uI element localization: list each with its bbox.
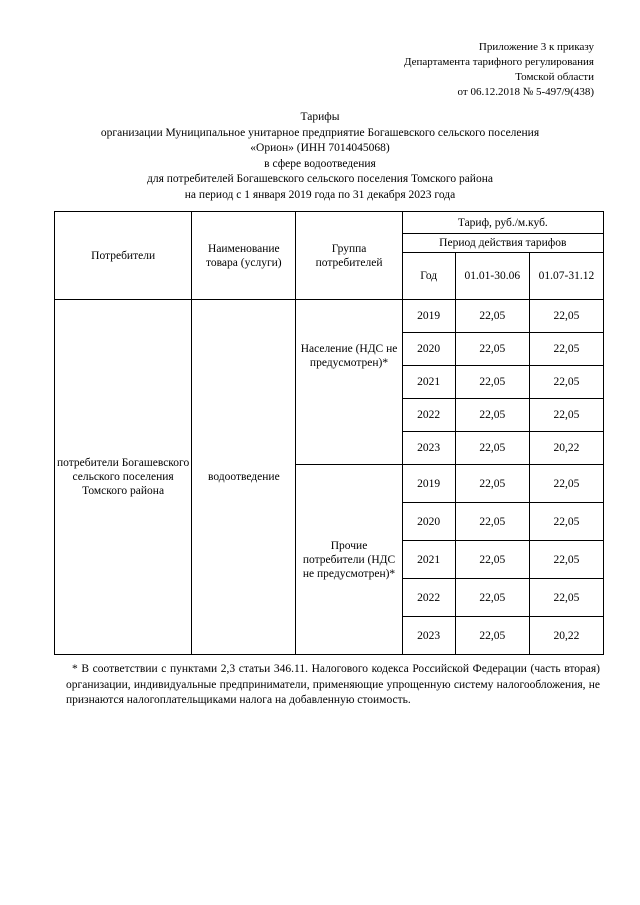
value-cell: 22,05 (455, 465, 529, 503)
year-cell: 2020 (402, 333, 455, 366)
value-cell: 22,05 (455, 333, 529, 366)
year-cell: 2022 (402, 579, 455, 617)
year-cell: 2021 (402, 366, 455, 399)
title-line: на период с 1 января 2019 года по 31 декабря 2023 года (184, 188, 456, 201)
header-period1: 01.01-30.06 (455, 253, 529, 300)
header-row (55, 212, 604, 234)
year-cell: 2019 (402, 300, 455, 333)
appendix-line: от 06.12.2018 № 5-497/9(438) (457, 86, 594, 98)
appendix-line: Приложение 3 к приказу (478, 41, 594, 53)
table-row (55, 300, 604, 333)
year-cell: 2021 (402, 541, 455, 579)
year-cell: 2019 (402, 465, 455, 503)
value-cell: 22,05 (529, 333, 603, 366)
value-cell: 22,05 (529, 366, 603, 399)
header-period2: 01.07-31.12 (529, 253, 603, 300)
document-title (40, 110, 600, 203)
value-cell: 22,05 (455, 579, 529, 617)
group-name: Население (НДС не предусмотрен)* (300, 343, 398, 369)
header-group: Группа потребителей (296, 212, 402, 300)
header-tariff: Тариф, руб./м.куб. (402, 212, 603, 234)
tariff-table (54, 211, 604, 655)
consumers-cell (55, 300, 192, 655)
footnote: * В соответствии с пунктами 2,3 статьи 346.11. Налогового кодекса Российской Федерации (часть вторая) организации, индивидуальные предприниматели, применяющие упрощенную систему налогообложения, не признаются налогоплательщиками налога на добавленную стоимость. (66, 663, 600, 706)
value-cell: 22,05 (529, 465, 603, 503)
header-year: Год (402, 253, 455, 300)
year-cell: 2022 (402, 399, 455, 432)
header-period: Период действия тарифов (402, 234, 603, 253)
year-cell: 2023 (402, 432, 455, 465)
value-cell: 22,05 (529, 300, 603, 333)
appendix-line: Томской области (515, 71, 594, 83)
value-cell: 22,05 (455, 541, 529, 579)
title-line: Тарифы (300, 111, 340, 123)
group-cell (296, 465, 402, 655)
title-line: в сфере водоотведения (264, 157, 376, 170)
value-cell: 20,22 (529, 432, 603, 465)
value-cell: 22,05 (529, 399, 603, 432)
title-line: для потребителей Богашевского сельского поселения Томского района (147, 173, 493, 185)
value-cell: 22,05 (455, 432, 529, 465)
group-name: Прочие потребители (НДС не предусмотрен)* (302, 539, 396, 580)
consumers-text: потребители Богашевского сельского поселения Томского района (57, 457, 190, 497)
group-cell (296, 300, 402, 465)
value-cell: 22,05 (455, 399, 529, 432)
product-text: водоотведение (208, 471, 280, 483)
product-cell (192, 300, 296, 655)
value-cell: 22,05 (455, 300, 529, 333)
value-cell: 22,05 (455, 617, 529, 655)
value-cell: 20,22 (529, 617, 603, 655)
value-cell: 22,05 (529, 503, 603, 541)
value-cell: 22,05 (529, 579, 603, 617)
year-cell: 2020 (402, 503, 455, 541)
value-cell: 22,05 (455, 503, 529, 541)
appendix-note (404, 40, 594, 100)
value-cell: 22,05 (455, 366, 529, 399)
header-product: Наименование товара (услуги) (192, 212, 296, 300)
value-cell: 22,05 (529, 541, 603, 579)
title-line: «Орион» (ИНН 7014045068) (250, 142, 390, 154)
title-line: организации Муниципальное унитарное предприятие Богашевского сельского поселения (100, 126, 540, 139)
appendix-line: Департамента тарифного регулирования (403, 56, 594, 68)
header-consumers: Потребители (55, 212, 192, 300)
year-cell: 2023 (402, 617, 455, 655)
